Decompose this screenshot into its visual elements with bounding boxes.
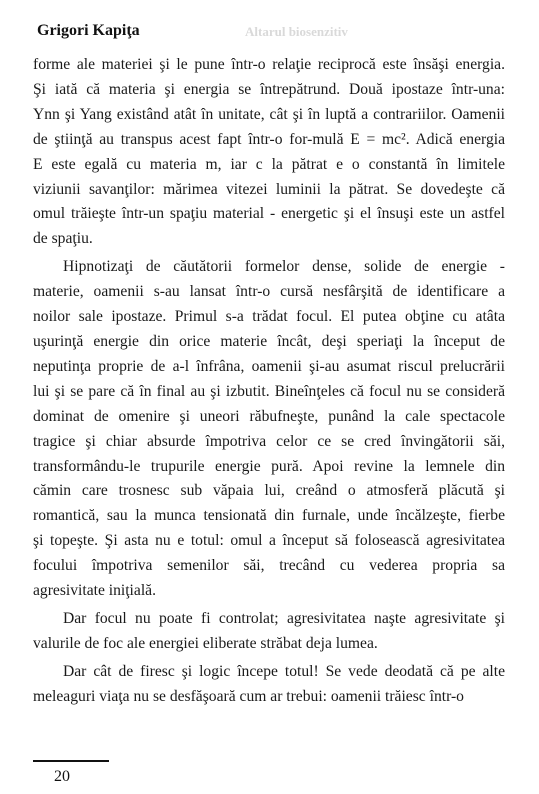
text-line: şi topeşte. Şi asta nu e totul: omul a început să folosească agresivitatea [33, 532, 505, 550]
text-line: romantică, sau la munca tensionată din furnale, unde încălzeşte, fierbe [33, 507, 505, 525]
text-line: Hipnotizaţi de căutătorii formelor dense, solide de energie - [63, 258, 505, 276]
text-line: agresivitate iniţială. [33, 582, 156, 600]
paragraph [33, 660, 505, 710]
text-line: transformându-le trupurile energie pură. Apoi revine la lemnele din [33, 457, 505, 475]
text-line: cămin care trosnesc sub văpaia lui, creând o atmosferă plăcută şi [33, 482, 505, 500]
text-line: noilor sale ipostaze. Primul s-a trădat focul. El putea obţine cu atâta [33, 308, 505, 326]
page-number: 20 [54, 768, 70, 785]
text-line: meleaguri viaţa nu se desfăşoară cum ar trebui: oamenii trăiesc într-o [33, 687, 464, 705]
text-line: uşurinţă energie din orice materie încât, deşi speriaţi la început de [33, 332, 505, 350]
text-line: de ştiinţă au transpus acest fapt într-o for-mulă E = mc². Adică energia [33, 130, 505, 148]
text-line: de spaţiu. [33, 230, 93, 248]
paragraph [33, 53, 505, 252]
bleed-through-title: Altarul biosenzitiv [245, 24, 348, 39]
text-line: dominat de omenire şi uneori răbufneşte, punând la cale spectacole [33, 407, 505, 425]
running-header-author: Grigori Kapiţa [37, 22, 140, 39]
body-text [33, 53, 505, 710]
text-line: Dar focul nu poate fi controlat; agresivitatea naşte agresivitate şi [63, 609, 505, 627]
text-line: focului împotriva semenilor săi, trecând cu vederea propria sa [33, 557, 505, 575]
paragraph [33, 607, 505, 657]
text-line: forme ale materiei şi le pune într-o relaţie reciprocă este însăşi energia. [33, 56, 505, 73]
text-line: viziunii savanţilor: mărimea vitezei luminii la pătrat. Se dovedeşte că [33, 180, 505, 198]
text-line: omul trăieşte într-un spaţiu material - energetic şi el însuşi este un astfel [33, 205, 505, 223]
text-line: lui şi se pare că în final au şi izbutit. Bineînţeles că focul nu se consideră [33, 382, 505, 400]
paragraph [33, 255, 505, 604]
footer-rule [33, 760, 109, 762]
text-line: tragice şi chiar absurde împotriva celor ce se cred învingătorii săi, [33, 432, 505, 450]
text-line: neputinţa proprie de a-l înfrâna, oamenii şi-au asumat riscul prelucrării [33, 357, 505, 375]
text-line: valurile de foc ale energiei eliberate străbat deja lumea. [33, 634, 378, 652]
text-line: E este egală cu materia m, iar c la pătrat e o constantă în limitele [33, 155, 505, 173]
text-line: materie, oamenii s-au lansat într-o cursă nesfârşită de identificare a [33, 283, 505, 301]
text-line: Dar cât de firesc şi logic începe totul! Se vede deodată că pe alte [63, 662, 505, 680]
text-line: Şi iată că materia şi energia se întrepătrund. Două ipostaze într-una: [33, 80, 505, 98]
text-line: Ynn şi Yang existând atât în unitate, cât şi în luptă a contrariilor. Oamenii [33, 105, 505, 123]
